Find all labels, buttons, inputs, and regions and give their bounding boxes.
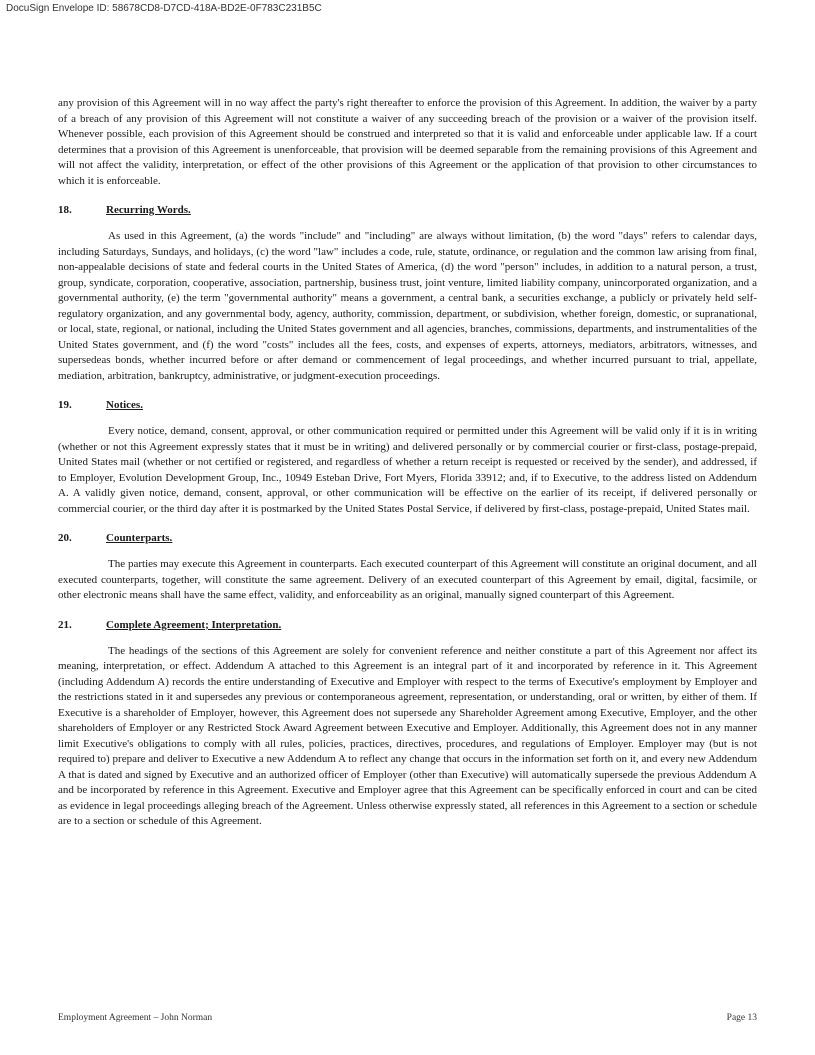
- section-title: Complete Agreement; Interpretation.: [106, 618, 282, 631]
- section-heading-21: [58, 619, 757, 631]
- intro-paragraph: any provision of this Agreement will in no way affect the party's right thereafter to enforce the provision of this Agreement. In addition, the waiver by a party of a breach of any provision of this Agreement will not constitute a waiver of any succeeding breach of the provision or a waiver of the provision itself. Whenever possible, each provision of this Agreement should be construed and interpreted so that it is valid and enforceable under applicable law. If a court determines that a provision of this Agreement is unenforceable, that provision will be deemed separable from the remaining provisions of this Agreement and will not affect the validity, interpretation, or effect of the other provisions of this Agreement or the application of that provision to other circumstances to which it is enforceable.: [58, 97, 757, 187]
- section-number: 19.: [58, 399, 72, 411]
- section-title: Recurring Words.: [106, 204, 191, 216]
- section-body-19: Every notice, demand, consent, approval, or other communication required or permitted under this Agreement will be valid only if it is in writing (whether or not this Agreement expressly states that it must be in writing) and delivered personally or by commercial courier or first-class, postage-prepaid, United States mail (whether or not certified or registered, and regardless of whether a return receipt is requested or received by the sender), and addressed, if to Employer, Evolution Development Group, Inc., 10949 Esteban Drive, Fort Myers, Florida 33912; and, if to Executive, to the address listed on Addendum A. A validly given notice, demand, consent, approval, or other communication will be effective on the earlier of its receipt, if delivered personally or commercial courier, or the third day after it is postmarked by the United States Postal Service, if delivered by first-class, postage-prepaid, United States mail.: [58, 425, 757, 515]
- footer-document-title: Employment Agreement – John Norman: [58, 1013, 213, 1023]
- document-body: [58, 96, 757, 830]
- section-heading-19: [58, 399, 757, 411]
- section-heading-20: [58, 532, 757, 544]
- section-title: Counterparts.: [106, 532, 173, 544]
- page-footer: [58, 1013, 757, 1023]
- section-number: 21.: [58, 618, 72, 631]
- section-body-20: The parties may execute this Agreement in counterparts. Each executed counterpart of this Agreement will constitute an original document, and all executed counterparts, together, will constitute the same agreement. Delivery of an executed counterpart of this Agreement by email, digital, facsimile, or other electronic means shall have the same effect, validity, and enforceability as an original, manually signed counterpart of this Agreement.: [58, 558, 757, 601]
- section-number: 18.: [58, 204, 72, 216]
- section-body-18: As used in this Agreement, (a) the words "include" and "including" are always without limitation, (b) the word "days" refers to calendar days, including Saturdays, Sundays, and holidays, (c) the word "law" includes a code, rule, statute, ordinance, or regulation and the common law arising from final, non-appealable decisions of state and federal courts in the United States of America, (d) the word "person" includes, in addition to a natural person, a trust, group, syndicate, corporation, cooperative, association, partnership, business trust, joint venture, limited liability company, unincorporated organization, and a governmental authority, (e) the term "governmental authority" means a government, a central bank, a securities exchange, a publicly or privately held self-regulatory organization, and any governmental body, agency, authority, commission, department, or subdivision, whether foreign, domestic, or supranational, or local, state, regional, or national, including the United States government and all agencies, branches, commissions, departments, and instrumentalities of the United States government, and (f) the word "costs" includes all the fees, costs, and expenses of experts, attorneys, mediators, arbitrators, witnesses, and supersedeas bonds, whether incurred before or after demand or commencement of legal proceedings, and whether incurred pursuant to trial, appellate, mediation, arbitration, bankruptcy, administrative, or judgment-execution proceedings.: [58, 230, 757, 382]
- envelope-id: DocuSign Envelope ID: 58678CD8-D7CD-418A-BD2E-0F783C231B5C: [6, 3, 322, 14]
- section-body-21: The headings of the sections of this Agreement are solely for convenient reference and neither constitute a part of this Agreement nor affect its meaning, interpretation, or effect. Addendum A attached to this Agreement is an integral part of it and incorporated by reference in it. This Agreement (including Addendum A) records the entire understanding of Executive and Employer with respect to the terms of Executive's employment by Employer and the restrictions stated in it and supersedes any previous or contemporaneous agreement, representation, or understanding, oral or written, by either of them. If Executive is a shareholder of Employer, however, this Agreement does not supersede any Shareholder Agreement among Executive, Employer, and the other shareholders of Employer or any Restricted Stock Award Agreement between Executive and Employer. Additionally, this Agreement does not in any manner limit Executive's obligations to comply with all rules, policies, practices, directives, procedures, and regulations of Employer. Employer may (but is not required to) prepare and deliver to Executive a new Addendum A to reflect any change that occurs in the information set forth on it, and every new Addendum A that is dated and signed by Executive and an authorized officer of Employer (other than Executive) will automatically supersede the previous Addendum A and be incorporated by reference in this Agreement. Executive and Employer agree that this Agreement can be specifically enforced in court and can be cited as evidence in legal proceedings alleging breach of the Agreement. Unless otherwise expressly stated, all references in this Agreement to a section or schedule are to a section or schedule of this Agreement.: [58, 644, 757, 827]
- page-number: Page 13: [726, 1013, 757, 1023]
- section-number: 20.: [58, 532, 72, 544]
- section-heading-18: [58, 204, 757, 216]
- section-title: Notices.: [106, 399, 143, 411]
